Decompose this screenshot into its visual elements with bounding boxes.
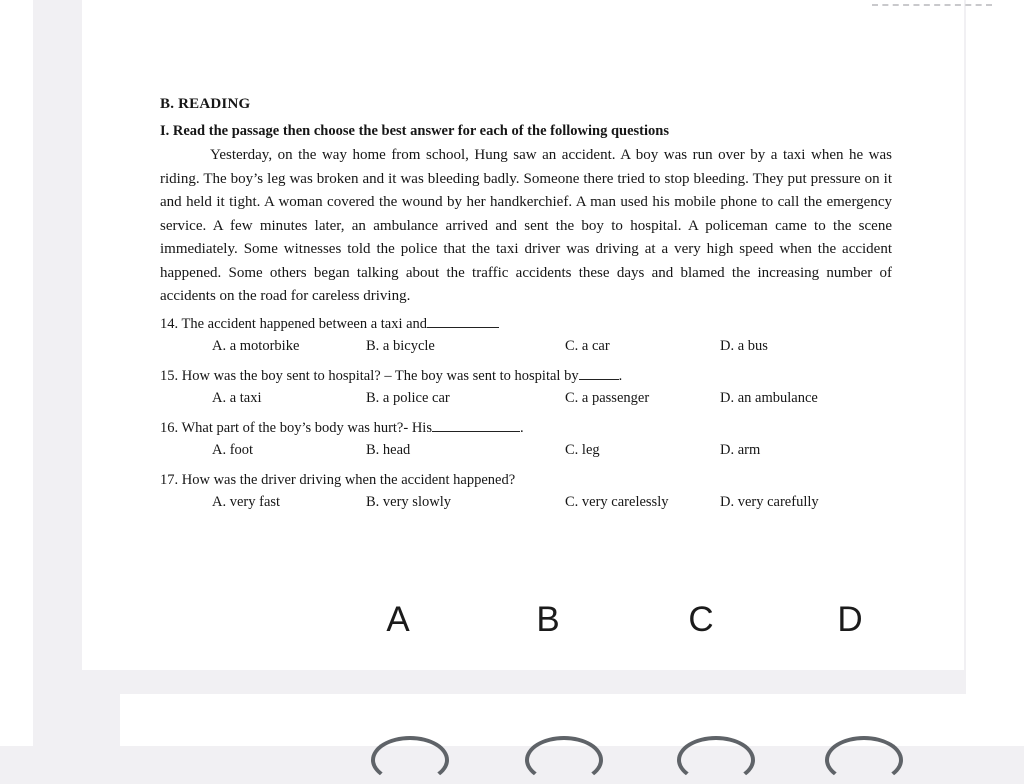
radio-option-icon[interactable] bbox=[525, 736, 603, 784]
reading-passage: Yesterday, on the way home from school, Hung saw an accident. A boy was run over by a taxi when he was riding. The boy’s leg was broken and it was bleeding badly. Someone there tried to stop bleeding. They put pressure on it and held it tight. A woman covered the wound by her handkerchief. A man used his mobile phone to call the emergency service. A few minutes later, an ambulance arrived and sent the boy to hospital. A policeman came to the scene immediately. Some witnesses told the police that the taxi driver was driving at a very high speed when the accident happened. Some others began talking about the traffic accidents these days and blamed the increasing number of accidents on the road for careless driving. bbox=[160, 147, 892, 304]
answer-panel bbox=[120, 694, 966, 746]
option-d: D. very carefully bbox=[720, 493, 819, 510]
option-b: B. a bicycle bbox=[366, 337, 435, 354]
answer-choices bbox=[0, 600, 1024, 650]
radio-option-icon[interactable] bbox=[371, 736, 449, 784]
option-a: A. very fast bbox=[212, 493, 281, 510]
answer-choice-d[interactable]: D bbox=[837, 600, 863, 639]
question-16-options bbox=[160, 439, 892, 465]
radio-option-icon[interactable] bbox=[825, 736, 903, 784]
section-title: B. READING bbox=[160, 96, 251, 112]
question-16 bbox=[160, 417, 892, 439]
answer-choice-b[interactable]: B bbox=[536, 600, 560, 639]
option-b: B. a police car bbox=[366, 389, 450, 406]
option-c: C. leg bbox=[565, 441, 600, 458]
question-14 bbox=[160, 313, 892, 335]
option-c: C. a car bbox=[565, 337, 610, 354]
option-a: A. foot bbox=[212, 441, 254, 458]
answer-choice-c[interactable]: C bbox=[688, 600, 714, 639]
question-prompt: 17. How was the driver driving when the accident happened? bbox=[160, 471, 516, 488]
question-prompt: 15. How was the boy sent to hospital? – The boy was sent to hospital by bbox=[160, 367, 579, 384]
option-b: B. very slowly bbox=[366, 493, 451, 510]
question-suffix: . bbox=[519, 419, 524, 436]
cropped-header-mark bbox=[872, 0, 992, 6]
question-prompt: 14. The accident happened between a taxi and bbox=[160, 315, 428, 332]
option-d: D. a bus bbox=[720, 337, 768, 354]
answer-blank bbox=[432, 419, 520, 432]
option-a: A. a motorbike bbox=[212, 337, 300, 354]
option-c: C. a passenger bbox=[565, 389, 650, 406]
answer-choice-a[interactable]: A bbox=[386, 600, 410, 639]
instruction: I. Read the passage then choose the best answer for each of the following questions bbox=[160, 123, 669, 139]
option-a: A. a taxi bbox=[212, 389, 262, 406]
question-15-options bbox=[160, 387, 892, 413]
question-15 bbox=[160, 365, 892, 387]
question-17-options bbox=[160, 491, 892, 517]
question-suffix: . bbox=[618, 367, 623, 384]
option-d: D. an ambulance bbox=[720, 389, 818, 406]
answer-blank bbox=[427, 315, 499, 328]
option-b: B. head bbox=[366, 441, 411, 458]
reading-worksheet bbox=[160, 96, 892, 517]
answer-blank bbox=[579, 367, 619, 380]
question-14-options bbox=[160, 335, 892, 361]
question-17 bbox=[160, 469, 892, 491]
option-c: C. very carelessly bbox=[565, 493, 669, 510]
question-prompt: 16. What part of the boy’s body was hurt?- His bbox=[160, 419, 432, 436]
radio-option-icon[interactable] bbox=[677, 736, 755, 784]
option-d: D. arm bbox=[720, 441, 761, 458]
